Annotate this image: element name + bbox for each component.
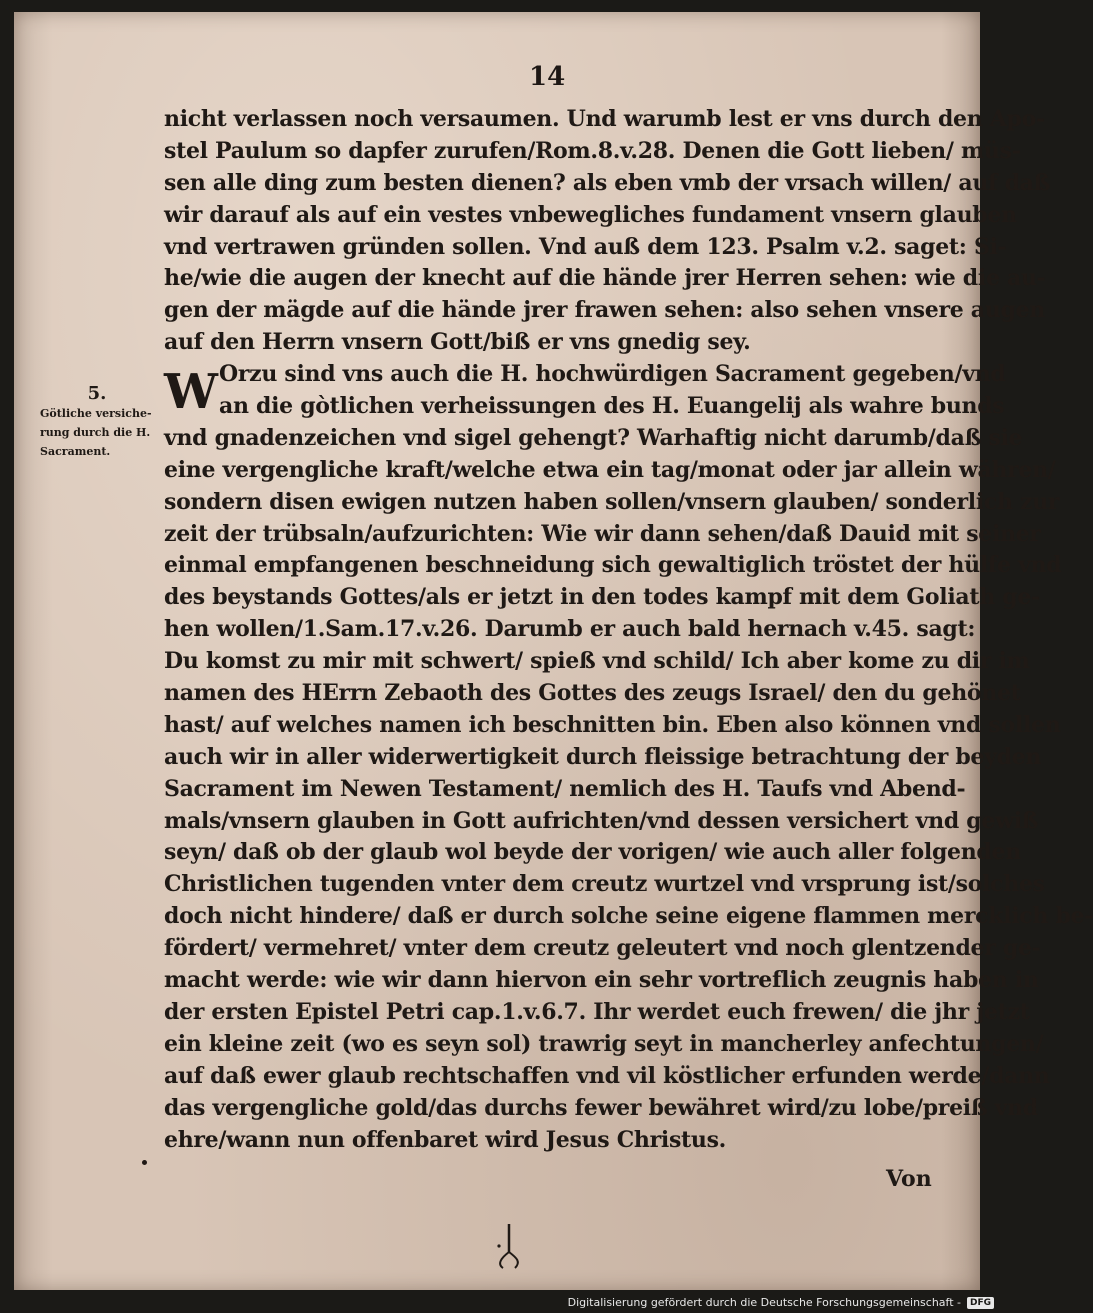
- text-line: zeit der trübsaln/aufzurichten: Wie wir dann sehen/daß Dauid mit seiner: [164, 520, 1041, 547]
- text-line: Du komst zu mir mit schwert/ spieß vnd schild/ Ich aber kome zu dir im: [164, 648, 1030, 675]
- text-line: vnd gnadenzeichen vnd sigel gehengt? Warhaftig nicht darumb/daß sie: [164, 424, 1023, 451]
- marginal-note: [40, 384, 164, 461]
- text-line: sondern disen ewigen nutzen haben sollen/vnsern glauben/ sonderlich zur: [164, 488, 1060, 515]
- text-line: der ersten Epistel Petri cap.1.v.6.7. Ihr werdet euch frewen/ die jhr jetzt: [164, 998, 1030, 1025]
- text-line: macht werde: wie wir dann hiervon ein sehr vortreflich zeugnis haben in: [164, 967, 1039, 994]
- marginal-note-line: rung durch die H.: [40, 426, 151, 439]
- text-line: nicht verlassen noch versaumen. Und warumb lest er vns durch den Apo-: [164, 106, 1045, 132]
- text-line: vnd vertrawen gründen sollen. Vnd auß dem 123. Psalm v.2. saget: Si-: [164, 233, 1007, 260]
- text-line: auch wir in aller widerwertigkeit durch fleissige betrachtung der beyden: [164, 743, 1042, 770]
- catchword: Von: [886, 1166, 932, 1192]
- text-line: ein kleine zeit (wo es seyn sol) trawrig seyt in mancherley anfechtungen/: [164, 1030, 1044, 1057]
- marginal-note-number: 5.: [87, 383, 107, 404]
- marginal-note-line: Sacrament.: [40, 445, 111, 458]
- text-line: sen alle ding zum besten dienen? als eben vmb der vrsach willen/ auf daß: [164, 169, 1051, 196]
- drop-cap: W: [164, 364, 218, 420]
- footer: [568, 1296, 994, 1309]
- text-line: seyn/ daß ob der glaub wol beyde der vorigen/ wie auch aller folgenden: [164, 839, 1021, 866]
- body-text: [164, 104, 1093, 1156]
- book-page: [14, 12, 1093, 1290]
- printer-mark-icon: [489, 1222, 529, 1276]
- text-line: ehre/wann nun offenbaret wird Jesus Christus.: [164, 1126, 727, 1153]
- text-line: Christlichen tugenden vnter dem creutz wurtzel vnd vrsprung ist/solches: [164, 871, 1045, 898]
- text-line: des beystands Gottes/als er jetzt in den todes kampf mit dem Goliath ge-: [164, 584, 1040, 611]
- text-line: namen des HErrn Zebaoth des Gottes des zeugs Israel/ den du gehönet: [164, 680, 1021, 707]
- marginal-note-line: Götliche versiche-: [40, 407, 152, 420]
- text-line: Orzu sind vns auch die H. hochwürdigen Sacrament gegeben/vnd: [219, 361, 1006, 388]
- text-line: doch nicht hindere/ daß er durch solche seine eigene flammen mercklich be-: [164, 903, 1093, 930]
- text-line: eine vergengliche kraft/welche etwa ein tag/monat oder jar allein währen/: [164, 456, 1056, 483]
- text-line: mals/vnsern glauben in Gott aufrichten/vnd dessen versichert vnd gewiß: [164, 807, 1039, 834]
- text-line: einmal empfangenen beschneidung sich gewaltiglich tröstet der hülfe vnd: [164, 552, 1062, 579]
- margin-dot: [142, 1160, 147, 1165]
- text-line: auf den Herrn vnsern Gott/biß er vns gnedig sey.: [164, 329, 751, 356]
- text-line: an die gòtlichen verheissungen des H. Euangelij als wahre bunds: [219, 393, 1005, 420]
- text-line: auf daß ewer glaub rechtschaffen vnd vil köstlicher erfunden werde/dann: [164, 1062, 1050, 1089]
- text-line: wir darauf als auf ein vestes vnbewegliches fundament vnsern glauben: [164, 201, 1017, 228]
- text-line: Sacrament im Newen Testament/ nemlich des H. Taufs vnd Abend-: [164, 775, 966, 802]
- text-line: hast/ auf welches namen ich beschnitten bin. Eben also können vnd sollen: [164, 711, 1061, 738]
- text-line: gen der mägde auf die hände jrer frawen sehen: also sehen vnsere augen: [164, 297, 1045, 324]
- text-line: he/wie die augen der knecht auf die hände jrer Herren sehen: wie die au-: [164, 265, 1046, 292]
- text-line: hen wollen/1.Sam.17.v.26. Darumb er auch bald hernach v.45. sagt:: [164, 616, 976, 643]
- dfg-logo-icon: DFG: [967, 1297, 994, 1309]
- text-line: fördert/ vermehret/ vnter dem creutz geleutert vnd noch glentzender ge-: [164, 935, 1041, 962]
- text-line: stel Paulum so dapfer zurufen/Rom.8.v.28. Denen die Gott lieben/ müs-: [164, 137, 1021, 164]
- footer-text: Digitalisierung gefördert durch die Deutsche Forschungsgemeinschaft -: [567, 1296, 961, 1309]
- text-line: das vergengliche gold/das durchs fewer bewähret wird/zu lobe/preiß vnd: [164, 1094, 1038, 1121]
- page-number: 14: [529, 62, 566, 92]
